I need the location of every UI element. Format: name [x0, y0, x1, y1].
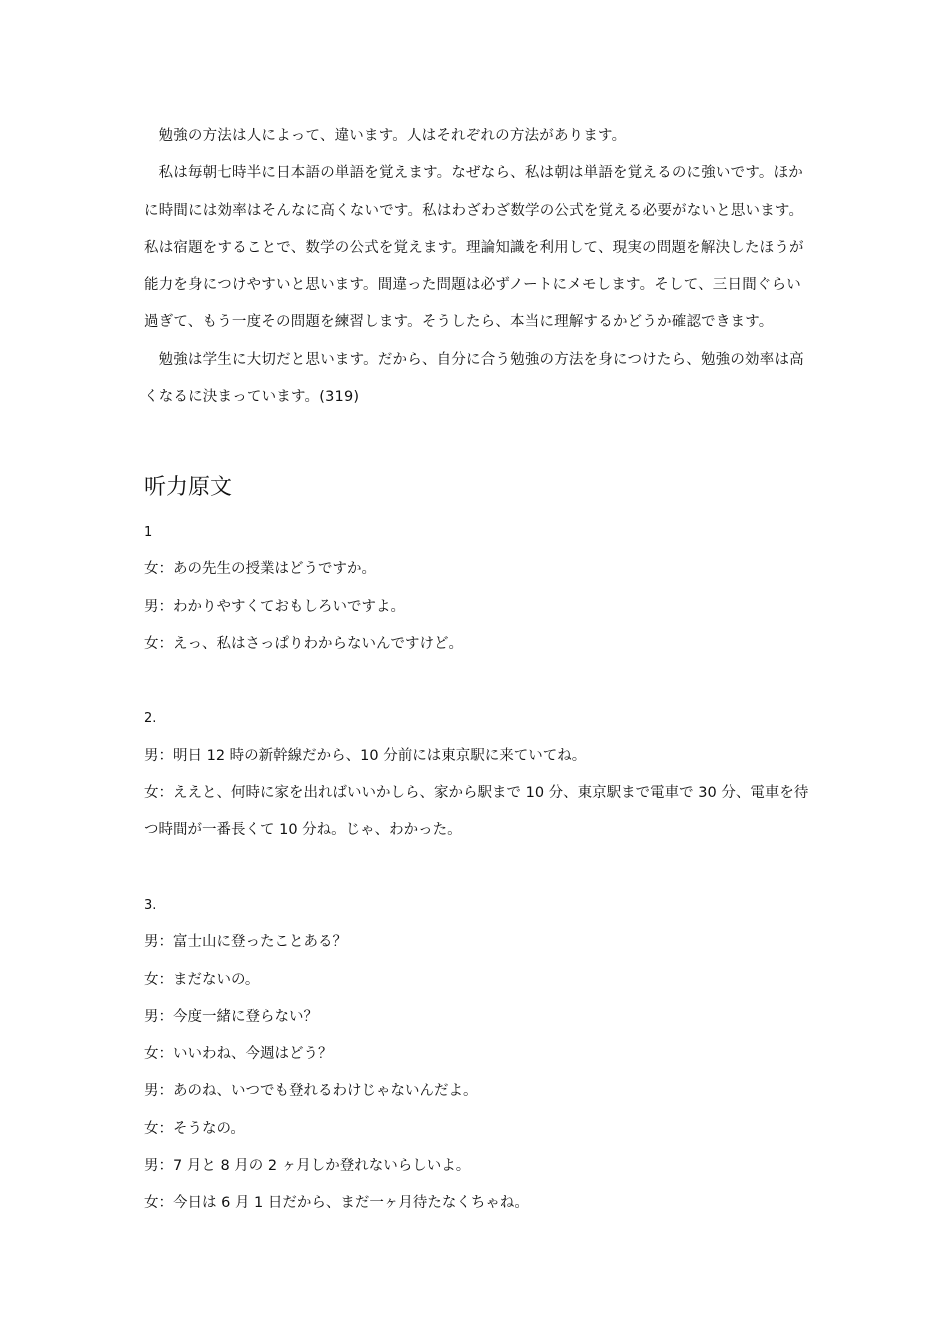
dialogue-line: 男：今度一緒に登らない？ — [144, 1008, 318, 1025]
dialogue-2 — [144, 700, 812, 849]
essay-paragraph: 勉強は学生に大切だと思います。だから、自分に合う勉強の方法を身につけたら、勉強の効率は高くなるに決まっています。(319) — [144, 351, 804, 406]
essay-paragraph: 私は毎朝七時半に日本語の単語を覚えます。なぜなら、私は朝は単語を覚えるのに強いです。ほかに時間には効率はそんなに高くないです。私はわざわざ数学の公式を覚える必要がないと思います。私は宿題をすることで、数学の公式を覚えます。理論知識を利用して、現実の問題を解決したほうが能力を身につけやすいと思います。間違った問題は必ずノートにメモします。そして、三日間ぐらい過ぎて、もう一度その問題を練習します。そうしたら、本当に理解するかどうか確認できます。 — [144, 165, 804, 331]
dialogue-number: 2. — [144, 711, 157, 727]
dialogue-line: 女：あの先生の授業はどうですか。 — [144, 561, 376, 578]
dialogue-line: 女：そうなの。 — [144, 1120, 245, 1137]
dialogue-number: 3. — [144, 897, 157, 913]
dialogue-line: 男：明日 12 時の新幹線だから、10 分前には東京駅に来ていてね。 — [144, 747, 587, 764]
dialogue-number: 1 — [144, 525, 153, 540]
dialogue-1 — [144, 514, 812, 663]
dialogue-line: 男：あのね、いつでも登れるわけじゃないんだよ。 — [144, 1083, 478, 1100]
dialogue-line: 女：いいわね、今週はどう？ — [144, 1046, 333, 1063]
section-title: 听力原文 — [144, 475, 233, 500]
essay-paragraph: 勉強の方法は人によって、違います。人はそれぞれの方法があります。 — [158, 128, 627, 144]
dialogue-line: 男：富士山に登ったことある？ — [144, 934, 347, 951]
dialogue-line: 女：ええと、何時に家を出ればいいかしら、家から駅まで 10 分、東京駅まで電車で 30 分、電車を待つ時間が一番長くて 10 分ね。じゃ、わかった。 — [144, 785, 809, 839]
dialogue-line: 女：えっ、私はさっぱりわからないんですけど。 — [144, 635, 463, 652]
essay-body — [144, 118, 812, 416]
transcript — [144, 514, 812, 1260]
dialogue-line: 女：今日は 6 月 1 日だから、まだ一ヶ月待たなくちゃね。 — [144, 1195, 529, 1212]
dialogue-line: 女：まだないの。 — [144, 971, 260, 988]
dialogue-3 — [144, 887, 812, 1223]
dialogue-line: 男：7 月と 8 月の 2 ヶ月しか登れないらしいよ。 — [144, 1158, 471, 1175]
dialogue-line: 男：わかりやすくておもしろいですよ。 — [144, 598, 405, 615]
